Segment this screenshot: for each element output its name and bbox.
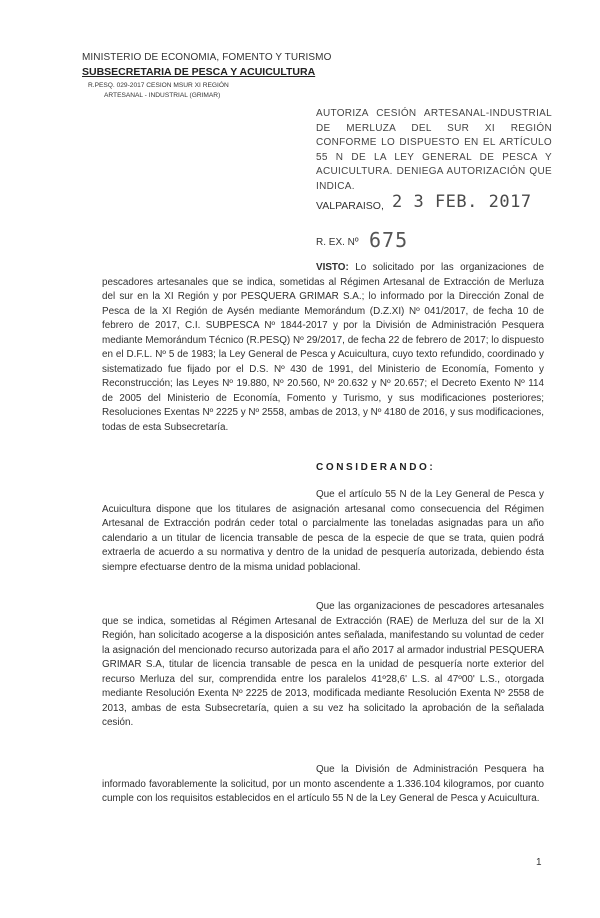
place-label: VALPARAISO,: [316, 200, 384, 212]
reference-line: ARTESANAL - INDUSTRIAL (GRIMAR): [104, 92, 221, 99]
visto-label: VISTO:: [316, 262, 349, 273]
date-stamp: 2 3 FEB. 2017: [392, 192, 532, 212]
reference-line: R.PESQ. 029-2017 CESION MSUR XI REGIÓN: [88, 82, 229, 89]
considerando-paragraph: Que el artículo 55 N de la Ley General de Pesca y Acuicultura dispone que los titulares de asignación artesanal como consecuencia del Régimen Artesanal de Extracción podrán ceder total o parcialmente las toneladas asignadas para un año calendario a un titular de licencia transable de pesca de la especie de que se trata, quien podrá extraerla de acuerdo a su normativa y dentro de la unidad de pesquería autorizada, debiendo ésta siempre efectuarse dentro de la misma unidad poblacional.: [102, 489, 544, 573]
considerando-heading: CONSIDERANDO:: [316, 462, 436, 473]
undersecretariat-name: SUBSECRETARIA DE PESCA Y ACUICULTURA: [82, 66, 316, 78]
considerando-paragraph: Que las organizaciones de pescadores artesanales que se indica, sometidas al Régimen Artesanal de Extracción (RAE) de Merluza del sur de la XI Región, han solicitado acogerse a la disposición antes señalada, manifestando su voluntad de ceder la asignación del mencionado recurso autorizada para el año 2017 al armador industrial PESQUERA GRIMAR S.A, titular de licencia transable de pesca en la unidad de pesquería norte exterior del recurso Merluza del sur, comprendida entre los paralelos 41º28,6' L.S. al 47º00' L.S., otorgada mediante Resolución Exenta Nº 2225 de 2013, modificada mediante Resolución Exenta Nº 2558 de 2013, ambas de esta Subsecretaría, quien a su vez ha solicitado la aprobación de la señalada cesión.: [102, 601, 544, 728]
visto-text: Lo solicitado por las organizaciones de pescadores artesanales que se indica, sometidas al Régimen Artesanal de Extracción de Merluza del sur en la XI Región y por PESQUERA GRIMAR S.A.; lo informado por la Dirección Zonal de Pesca de la XI Región de Aysén mediante Memorándum (D.Z.XI) Nº 041/2017, de fecha 10 de febrero de 2017, C.I. SUBPESCA Nº 1844-2017 y por la División de Administración Pesquera mediante Memorándum Técnico (R.PESQ) Nº 29/2017, de fecha 22 de febrero de 2017; lo dispuesto en el D.F.L. Nº 5 de 1983; la Ley General de Pesca y Acuicultura, cuyo texto refundido, coordinado y sistematizado fue fijado por el D.S. Nº 430 de 1991, del Ministerio de Economía, Fomento y Reconstrucción; las Leyes Nº 19.880, Nº 20.560, Nº 20.632 y Nº 20.657; el Decreto Exento Nº 114 de 2005 del Ministerio de Economía, Fomento y Turismo, y sus modificaciones posteriores; Resoluciones Exentas Nº 2225 y Nº 2558, ambas de 2013, y Nº 4180 de 2016, y sus modificaciones, todas de esta Subsecretaría.: [102, 262, 544, 433]
visto-paragraph: [102, 261, 544, 435]
considerando-paragraph: Que la División de Administración Pesquera ha informado favorablemente la solicitud, por un monto ascendente a 1.336.104 kilogramos, por cuanto cumple con los requisitos establecidos en el artículo 55 N de la Ley General de Pesca y Acuicultura.: [102, 764, 544, 804]
resolution-subject: AUTORIZA CESIÓN ARTESANAL-INDUSTRIAL DE MERLUZA DEL SUR XI REGIÓN CONFORME LO DISPUESTO EN EL ARTÍCULO 55 N DE LA LEY GENERAL DE PESCA Y ACUICULTURA. DENIEGA AUTORIZACIÓN QUE INDICA.: [316, 108, 552, 192]
letterhead: [82, 52, 332, 99]
resolution-number: 675: [369, 228, 409, 252]
resolution-number-label: R. EX. Nº: [316, 237, 359, 248]
ministry-name: MINISTERIO DE ECONOMIA, FOMENTO Y TURISMO: [82, 52, 332, 63]
page-number: 1: [536, 857, 542, 868]
